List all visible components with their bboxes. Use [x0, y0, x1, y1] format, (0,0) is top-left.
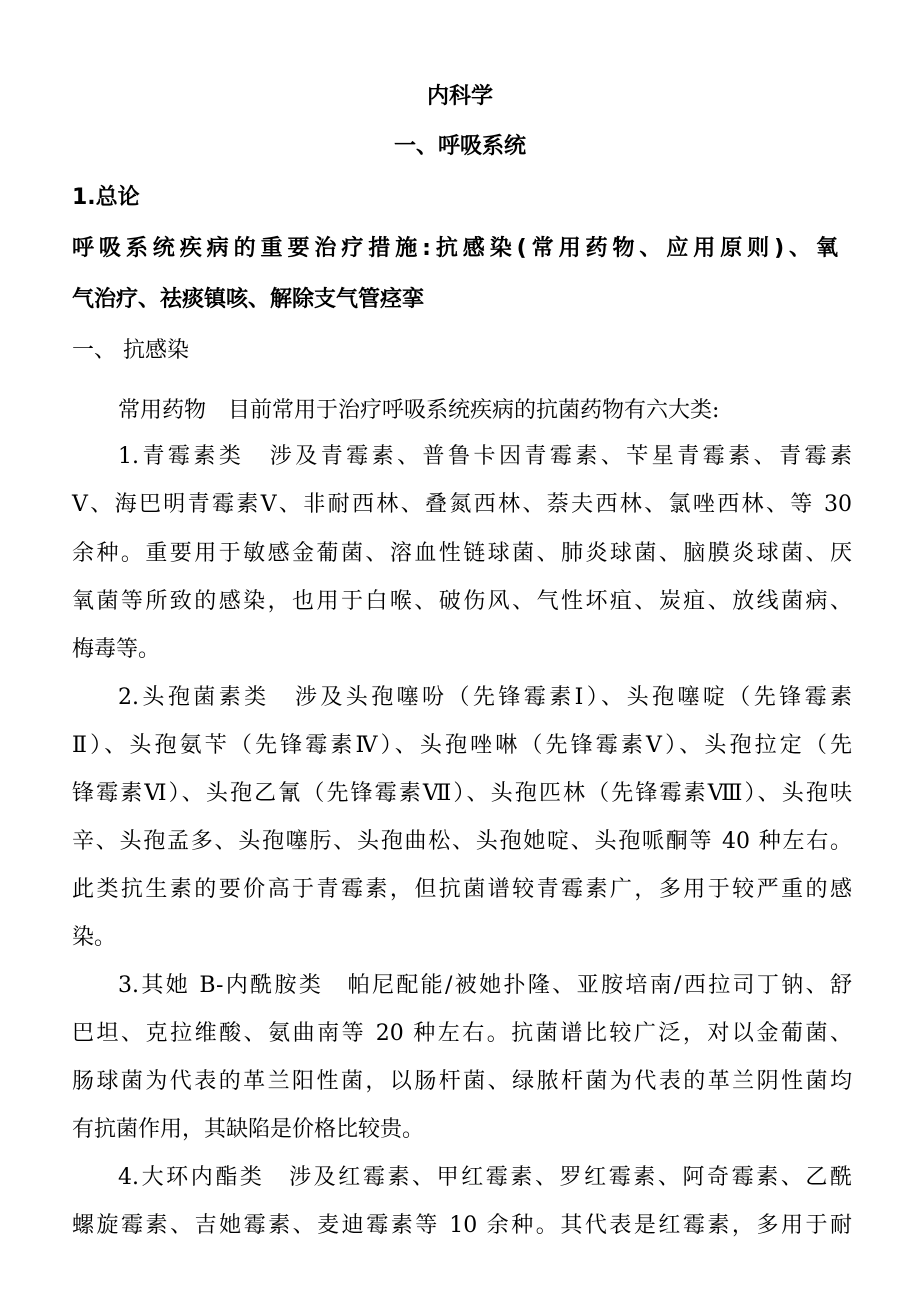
- part-heading: 一、 抗感染: [72, 338, 189, 363]
- para2-line-5: 此类抗生素的要价高于青霉素，但抗菌谱较青霉素广，多用于较严重的感: [72, 877, 852, 902]
- para4-line-2: 螺旋霉素、吉她霉素、麦迪霉素等 10 余种。其代表是红霉素，多用于耐: [72, 1213, 852, 1238]
- document-title: 内科学: [426, 84, 493, 109]
- summary-line-2: 气治疗、祛痰镇咳、解除支气管痉挛: [72, 287, 425, 312]
- para2-line-2: Ⅱ）、头孢氨苄（先锋霉素Ⅳ）、头孢唑啉（先锋霉素Ⅴ）、头孢拉定（先: [72, 733, 852, 758]
- para3-line-4: 有抗菌作用，其缺陷是价格比较贵。: [72, 1117, 425, 1142]
- para4-line-1: 4.大环内酯类 涉及红霉素、甲红霉素、罗红霉素、阿奇霉素、乙酰: [118, 1165, 852, 1190]
- para1-line-4: 氧菌等所致的感染，也用于白喉、破伤风、气性坏疽、炭疽、放线菌病、: [72, 589, 852, 614]
- para1-line-5: 梅毒等。: [72, 637, 161, 662]
- intro-paragraph: 常用药物 目前常用于治疗呼吸系统疾病的抗菌药物有六大类:: [118, 398, 720, 423]
- para2-line-3: 锋霉素Ⅵ）、头孢乙氰（先锋霉素Ⅶ）、头孢匹林（先锋霉素Ⅷ）、头孢呋: [72, 781, 852, 806]
- subsection-heading: 1.总论: [72, 185, 140, 210]
- para2-line-6: 染。: [72, 925, 117, 950]
- summary-line-1: 呼吸系统疾病的重要治疗措施:抗感染(常用药物、应用原则)、氧: [72, 236, 838, 261]
- para1-line-1: 1.青霉素类 涉及青霉素、普鲁卡因青霉素、苄星青霉素、青霉素: [118, 444, 852, 469]
- para1-line-2: Ⅴ、海巴明青霉素Ⅴ、非耐西林、叠氮西林、萘夫西林、氯唑西林、等 30: [72, 492, 852, 517]
- para3-line-2: 巴坦、克拉维酸、氨曲南等 20 种左右。抗菌谱比较广泛，对以金葡菌、: [72, 1021, 852, 1046]
- section-heading: 一、呼吸系统: [393, 134, 526, 159]
- para3-line-1: 3.其她 B-内酰胺类 帕尼配能/被她扑隆、亚胺培南/西拉司丁钠、舒: [118, 973, 852, 998]
- para2-line-4: 辛、头孢孟多、头孢噻肟、头孢曲松、头孢她啶、头孢哌酮等 40 种左右。: [72, 829, 852, 854]
- para2-line-1: 2.头孢菌素类 涉及头孢噻吩（先锋霉素Ⅰ）、头孢噻啶（先锋霉素: [118, 685, 852, 710]
- para1-line-3: 余种。重要用于敏感金葡菌、溶血性链球菌、肺炎球菌、脑膜炎球菌、厌: [72, 541, 852, 566]
- para3-line-3: 肠球菌为代表的革兰阳性菌，以肠杆菌、绿脓杆菌为代表的革兰阴性菌均: [72, 1069, 852, 1094]
